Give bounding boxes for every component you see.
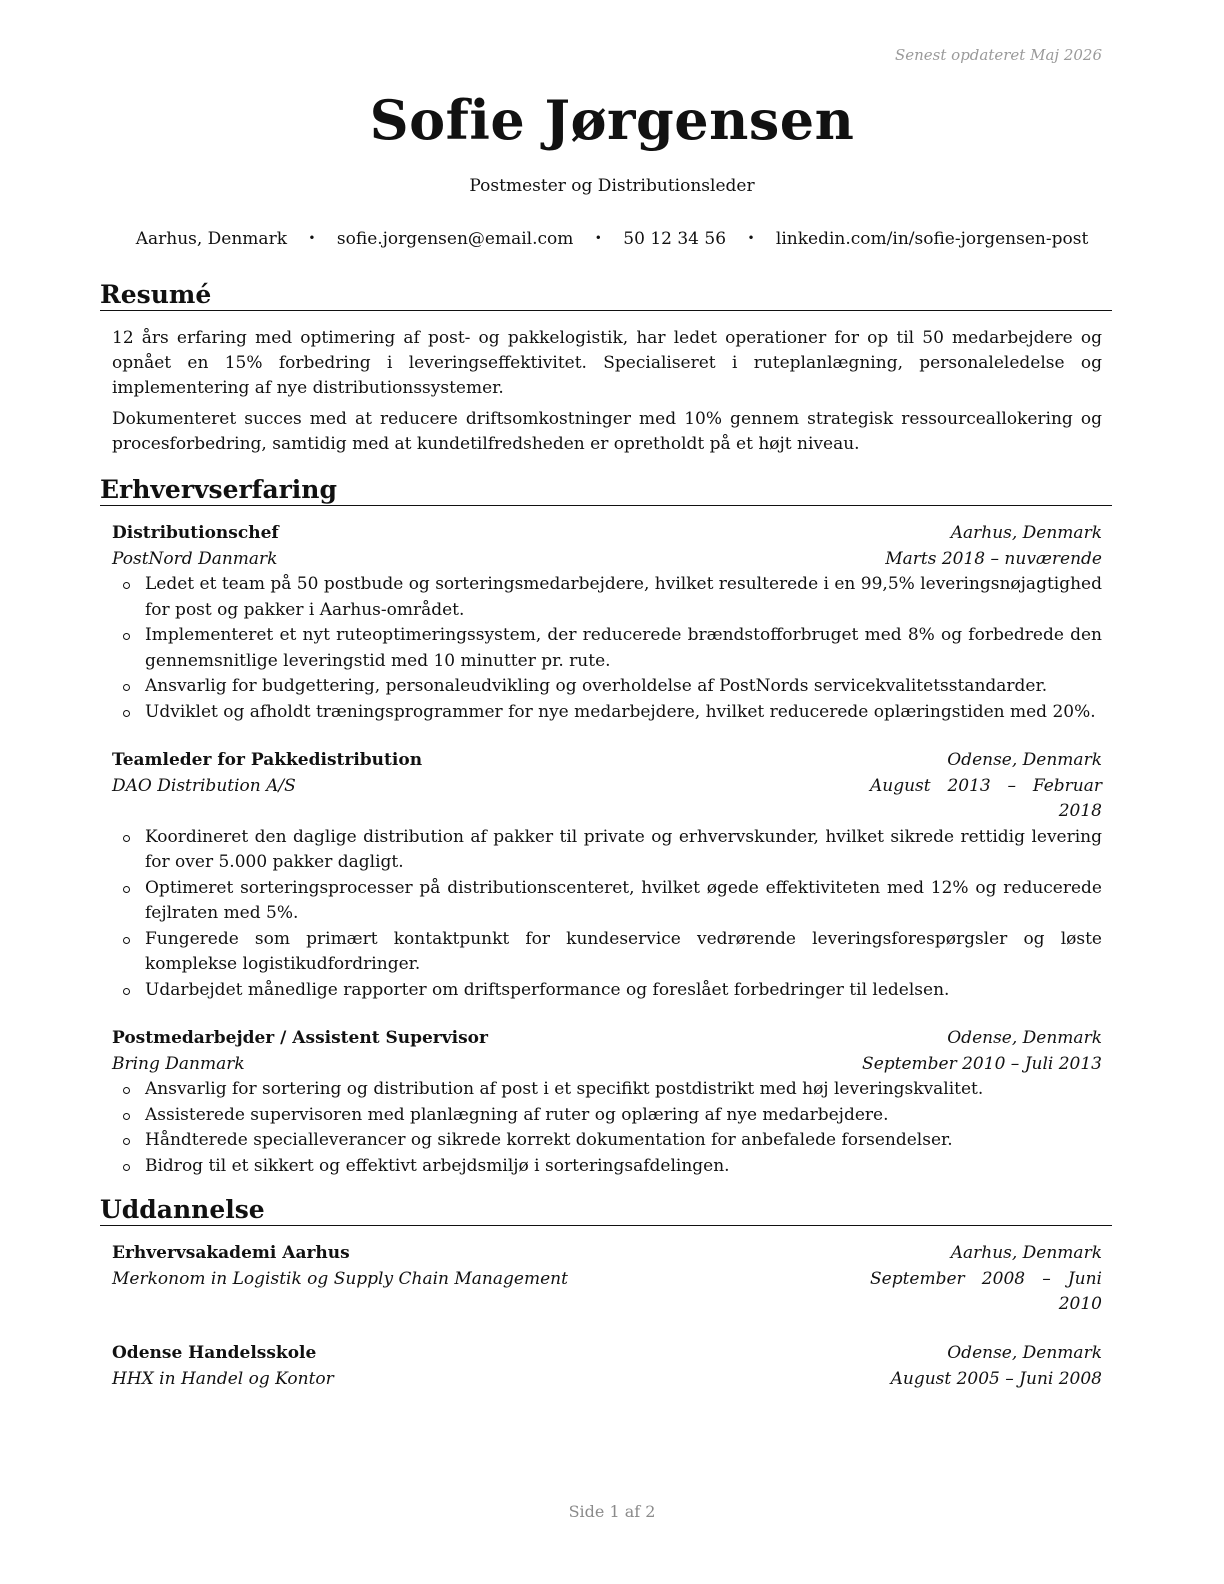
school-location: Odense, Denmark [947,1343,1102,1363]
list-item: Implementeret et nyt ruteoptimeringssystem, der reducerede brændstofforbruget med 8% og forbedrede den gennemsnitlige leveringstid med 10 minutter pr. rute. [145,623,1102,674]
bullet-separator-icon: • [594,231,602,245]
bullet-separator-icon: • [308,231,316,245]
list-item: Bidrog til et sikkert og effektivt arbejdsmiljø i sorteringsafdelingen. [145,1154,1102,1180]
contact-email[interactable]: sofie.jorgensen@email.com [336,229,574,249]
list-item: Fungerede som primært kontaktpunkt for kundeservice vedrørende leveringsforespørgsler og løste komplekse logistikudfordringer. [145,927,1102,978]
job-company: DAO Distribution A/S [112,775,296,796]
job-dates: August 2013 – Februar 2018 [870,775,1102,821]
contact-phone: 50 12 34 56 [623,229,727,249]
job-bullets [112,825,1102,1004]
job-entry [112,521,1102,725]
education-entry [112,1341,1102,1392]
job-location: Odense, Denmark [947,750,1102,770]
job-title-text: Postmedarbejder / Assistent Supervisor [112,1028,488,1048]
list-item: Håndterede specialleverancer og sikrede korrekt dokumentation for anbefalede forsendelser. [145,1128,1102,1154]
page-number: Side 1 af 2 [568,1502,656,1521]
school-dates: August 2005 – Juni 2008 [890,1368,1102,1389]
job-bullets [112,1077,1102,1179]
contact-location: Aarhus, Denmark [135,229,287,249]
school-location: Aarhus, Denmark [950,1243,1102,1263]
list-item: Ledet et team på 50 postbude og sorteringsmedarbejdere, hvilket resulterede i en 99,5% leveringsnøjagtighed for post og pakker i Aarhus-området. [145,572,1102,623]
job-dates: September 2010 – Juli 2013 [862,1053,1102,1074]
bullet-separator-icon: • [747,231,755,245]
summary-paragraph: 12 års erfaring med optimering af post- og pakkelogistik, har ledet operationer for op til 50 medarbejdere og opnået en 15% forbedring i leveringseffektivitet. Specialiseret i ruteplanlægning, personaleledelse og implementering af nye distributionssystemer. [112,328,1102,398]
job-location: Odense, Denmark [947,1028,1102,1048]
job-title-text: Distributionschef [112,523,279,543]
job-entry [112,1026,1102,1179]
list-item: Assisterede supervisoren med planlægning af ruter og oplæring af nye medarbejdere. [145,1103,1102,1129]
list-item: Koordineret den daglige distribution af pakker til private og erhvervskunder, hvilket sikrede rettidig levering for over 5.000 pakker dagligt. [145,825,1102,876]
job-company: PostNord Danmark [112,548,278,569]
list-item: Ansvarlig for sortering og distribution af post i et specifikt postdistrikt med høj leveringskvalitet. [145,1077,1102,1103]
job-entry [112,748,1102,1003]
candidate-name: Sofie Jørgensen [369,88,855,152]
job-title-text: Teamleder for Pakkedistribution [112,750,423,770]
contact-linkedin[interactable]: linkedin.com/in/sofie-jorgensen-post [775,229,1089,249]
school-dates: September 2008 – Juni 2010 [870,1268,1102,1314]
job-location: Aarhus, Denmark [950,523,1102,543]
last-updated: Senest opdateret Maj 2026 [894,46,1102,64]
job-title: Postmester og Distributionsleder [469,176,755,196]
job-company: Bring Danmark [112,1053,245,1074]
job-dates: Marts 2018 – nuværende [885,548,1102,569]
summary-paragraph: Dokumenteret succes med at reducere driftsomkostninger med 10% gennem strategisk ressourceallokering og procesforbedring, samtidig med at kundetilfredsheden er opretholdt på et højt niveau. [112,409,1102,454]
section-heading-experience: Erhvervserfaring [100,476,1112,506]
school-name: Odense Handelsskole [112,1343,317,1363]
school-name: Erhvervsakademi Aarhus [112,1243,350,1263]
job-bullets [112,572,1102,725]
school-degree: HHX in Handel og Kontor [112,1368,334,1389]
list-item: Ansvarlig for budgettering, personaleudvikling og overholdelse af PostNords servicekvalitetsstandarder. [145,674,1102,700]
list-item: Optimeret sorteringsprocesser på distributionscenteret, hvilket øgede effektiviteten med 12% og reducerede fejlraten med 5%. [145,876,1102,927]
contact-line [0,229,1224,249]
list-item: Udarbejdet månedlige rapporter om driftsperformance og foreslået forbedringer til ledelsen. [145,978,1102,1004]
school-degree: Merkonom in Logistik og Supply Chain Management [112,1268,568,1289]
section-heading-education: Uddannelse [100,1196,1112,1226]
education-entry [112,1241,1102,1318]
list-item: Udviklet og afholdt træningsprogrammer for nye medarbejdere, hvilket reducerede oplæringstiden med 20%. [145,700,1102,726]
summary-body [112,326,1102,463]
section-heading-summary: Resumé [100,281,1112,311]
